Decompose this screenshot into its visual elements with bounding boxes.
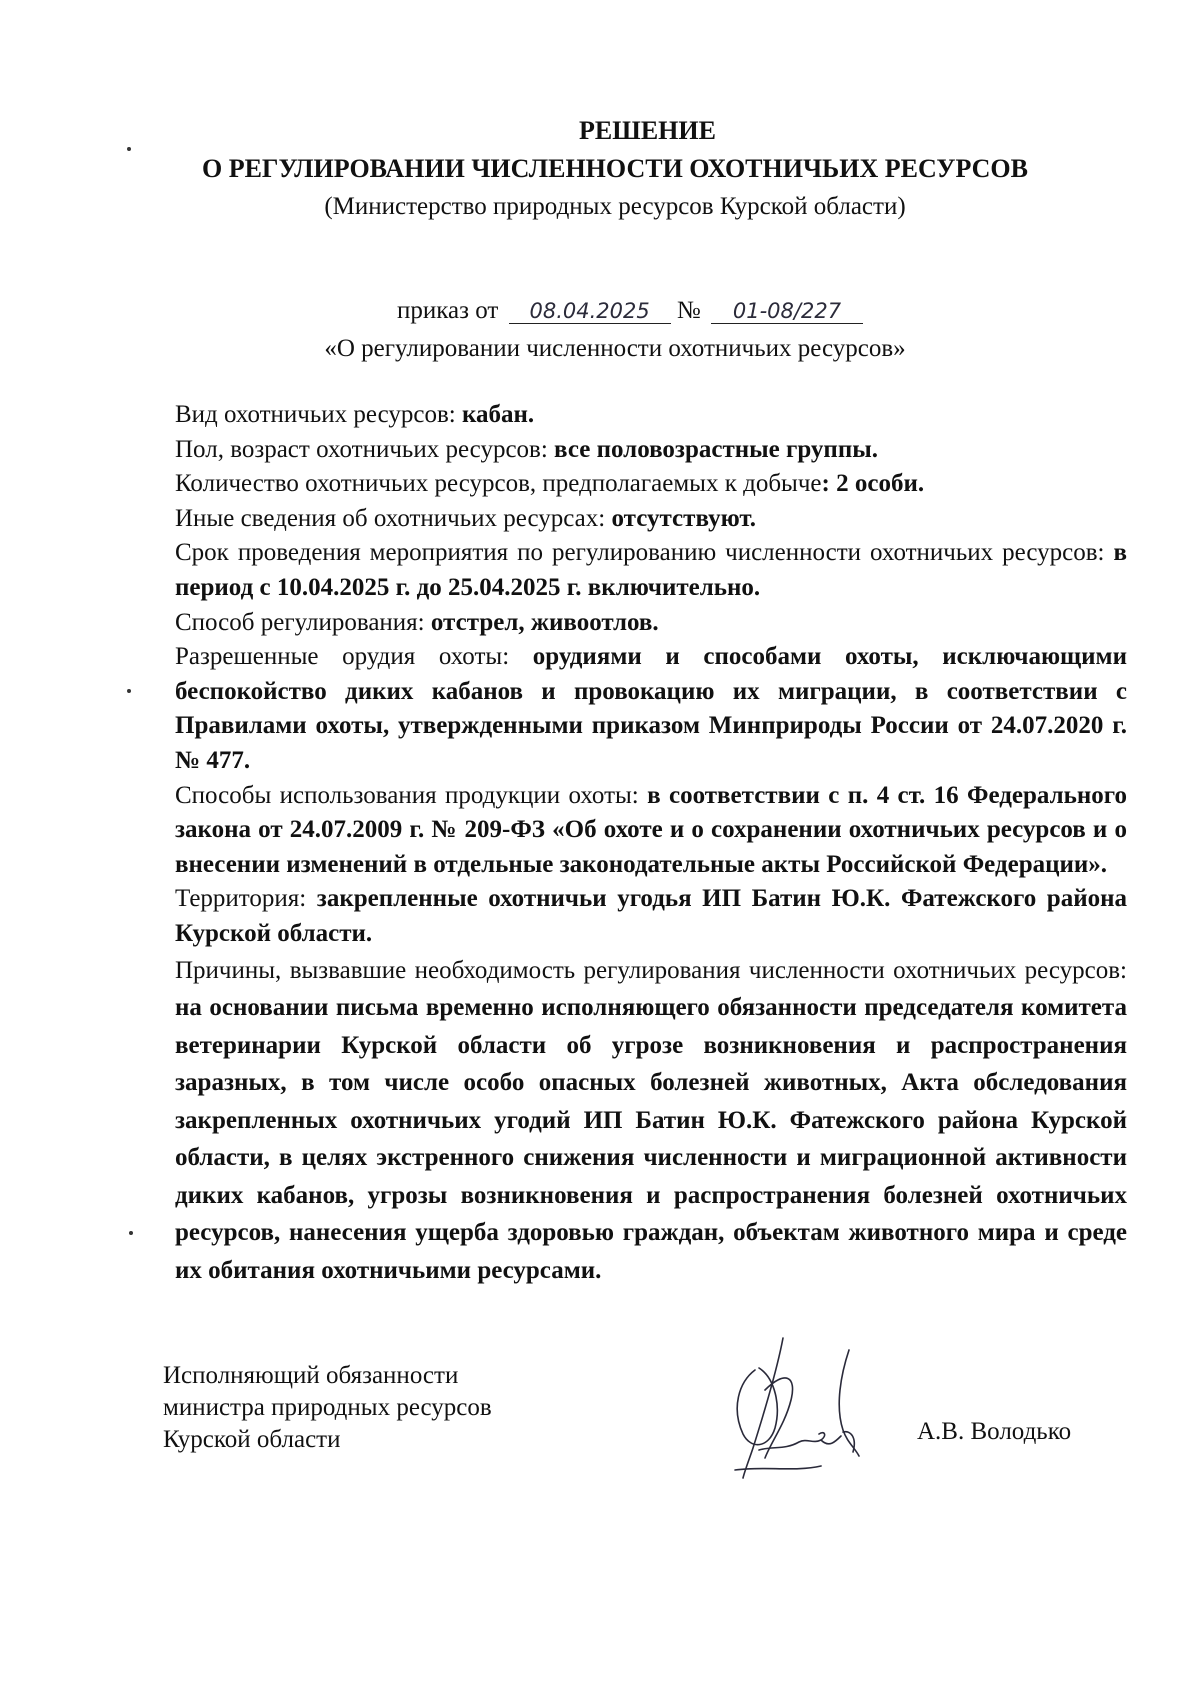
tools-label: Разрешенные орудия охоты: bbox=[175, 643, 533, 671]
scan-dot bbox=[127, 689, 131, 693]
handwritten-signature bbox=[725, 1330, 905, 1490]
usage-value: в соответствии с п. 4 ст. 16 Федерального закона от 24.07.2009 г. № 209-ФЗ «Об охоте и о сохранении охотничьих ресурсов и о внесении изменений в отдельные законодательные акты Российской Федерации». bbox=[175, 781, 1128, 878]
territory-value: закрепленные охотничьи угодья ИП Батин Ю.К. Фатежского района Курской области. bbox=[175, 885, 1128, 947]
territory-paragraph bbox=[175, 882, 1127, 951]
sex-age-paragraph bbox=[175, 433, 1127, 468]
issuing-ministry: (Министерство природных ресурсов Курской области) bbox=[324, 193, 906, 220]
method-value: отстрел, живоотлов. bbox=[430, 608, 659, 636]
method-paragraph bbox=[175, 606, 1127, 641]
order-number-row bbox=[60, 292, 1200, 330]
reasons-paragraph bbox=[175, 952, 1127, 1290]
quantity-paragraph bbox=[175, 467, 1127, 502]
other-info-paragraph bbox=[175, 502, 1127, 537]
signatory-name: А.В. Володько bbox=[917, 1418, 1072, 1445]
other-info-value: отсутствуют. bbox=[611, 504, 757, 532]
tools-paragraph bbox=[175, 640, 1127, 778]
document-subtitle: О РЕГУЛИРОВАНИИ ЧИСЛЕННОСТИ ОХОТНИЧЬИХ РЕСУРСОВ bbox=[201, 154, 1029, 183]
quantity-value: : 2 особи. bbox=[821, 470, 925, 498]
document-body bbox=[175, 398, 1127, 1289]
sex-age-value: все половозрастные группы. bbox=[554, 435, 879, 463]
quantity-label: Количество охотничьих ресурсов, предполагаемых к добыче bbox=[175, 470, 822, 498]
method-label: Способ регулирования: bbox=[175, 608, 431, 636]
reasons-value: на основании письма временно исполняющего обязанности председателя комитета ветеринарии Курской области об угрозе возникновения и распространения заразных, в том числе особо опасных болезней животных, Акта обследования закрепленных охотничьих угодий ИП Батин Ю.К. Фатежского района Курской области, в целях экстренного снижения численности и миграционной активности диких кабанов, угрозы возникновения и распространения болезней охотничьих ресурсов, нанесения ущерба здоровью граждан, объектам животного мира и среде их обитания охотничьими ресурсами. bbox=[175, 994, 1127, 1284]
document-title: РЕШЕНИЕ bbox=[579, 116, 716, 145]
species-value: кабан. bbox=[462, 401, 535, 428]
period-label: Срок проведения мероприятия по регулированию численности охотничьих ресурсов: bbox=[175, 539, 1114, 567]
order-date-handwritten: 08.04.2025 bbox=[509, 299, 671, 324]
sex-age-label: Пол, возраст охотничьих ресурсов: bbox=[175, 435, 555, 463]
reasons-label: Причины, вызвавшие необходимость регулирования численности охотничьих ресурсов: bbox=[175, 956, 1127, 984]
tools-value: орудиями и способами охоты, исключающими беспокойство диких кабанов и провокацию их миграции, в соответствии с Правилами охоты, утвержденными приказом Минприроды России от 24.07.2020 г. № 477. bbox=[175, 643, 1127, 774]
usage-paragraph bbox=[175, 779, 1127, 883]
signatory-position-line: Исполняющий обязанности bbox=[163, 1362, 459, 1389]
document-header bbox=[0, 112, 1200, 226]
signatory-position-line: Курской области bbox=[163, 1426, 341, 1453]
order-number-label: № bbox=[676, 297, 701, 324]
signatory-position-line: министра природных ресурсов bbox=[163, 1394, 492, 1421]
order-number-handwritten: 01-08/227 bbox=[711, 299, 863, 324]
period-value: в период с 10.04.2025 г. до 25.04.2025 г. включительно. bbox=[175, 539, 1127, 601]
other-info-label: Иные сведения об охотничьих ресурсах: bbox=[175, 504, 612, 532]
species-paragraph bbox=[175, 398, 1127, 433]
usage-label: Способы использования продукции охоты: bbox=[175, 781, 648, 809]
species-label: Вид охотничьих ресурсов: bbox=[175, 401, 462, 428]
signatory-position bbox=[163, 1360, 663, 1456]
scan-dot bbox=[129, 1231, 133, 1235]
order-prefix: приказ от bbox=[397, 297, 499, 324]
order-reference bbox=[0, 292, 1200, 368]
period-paragraph bbox=[175, 536, 1127, 605]
order-title: «О регулировании численности охотничьих ресурсов» bbox=[324, 335, 906, 362]
territory-label: Территория: bbox=[175, 885, 317, 913]
